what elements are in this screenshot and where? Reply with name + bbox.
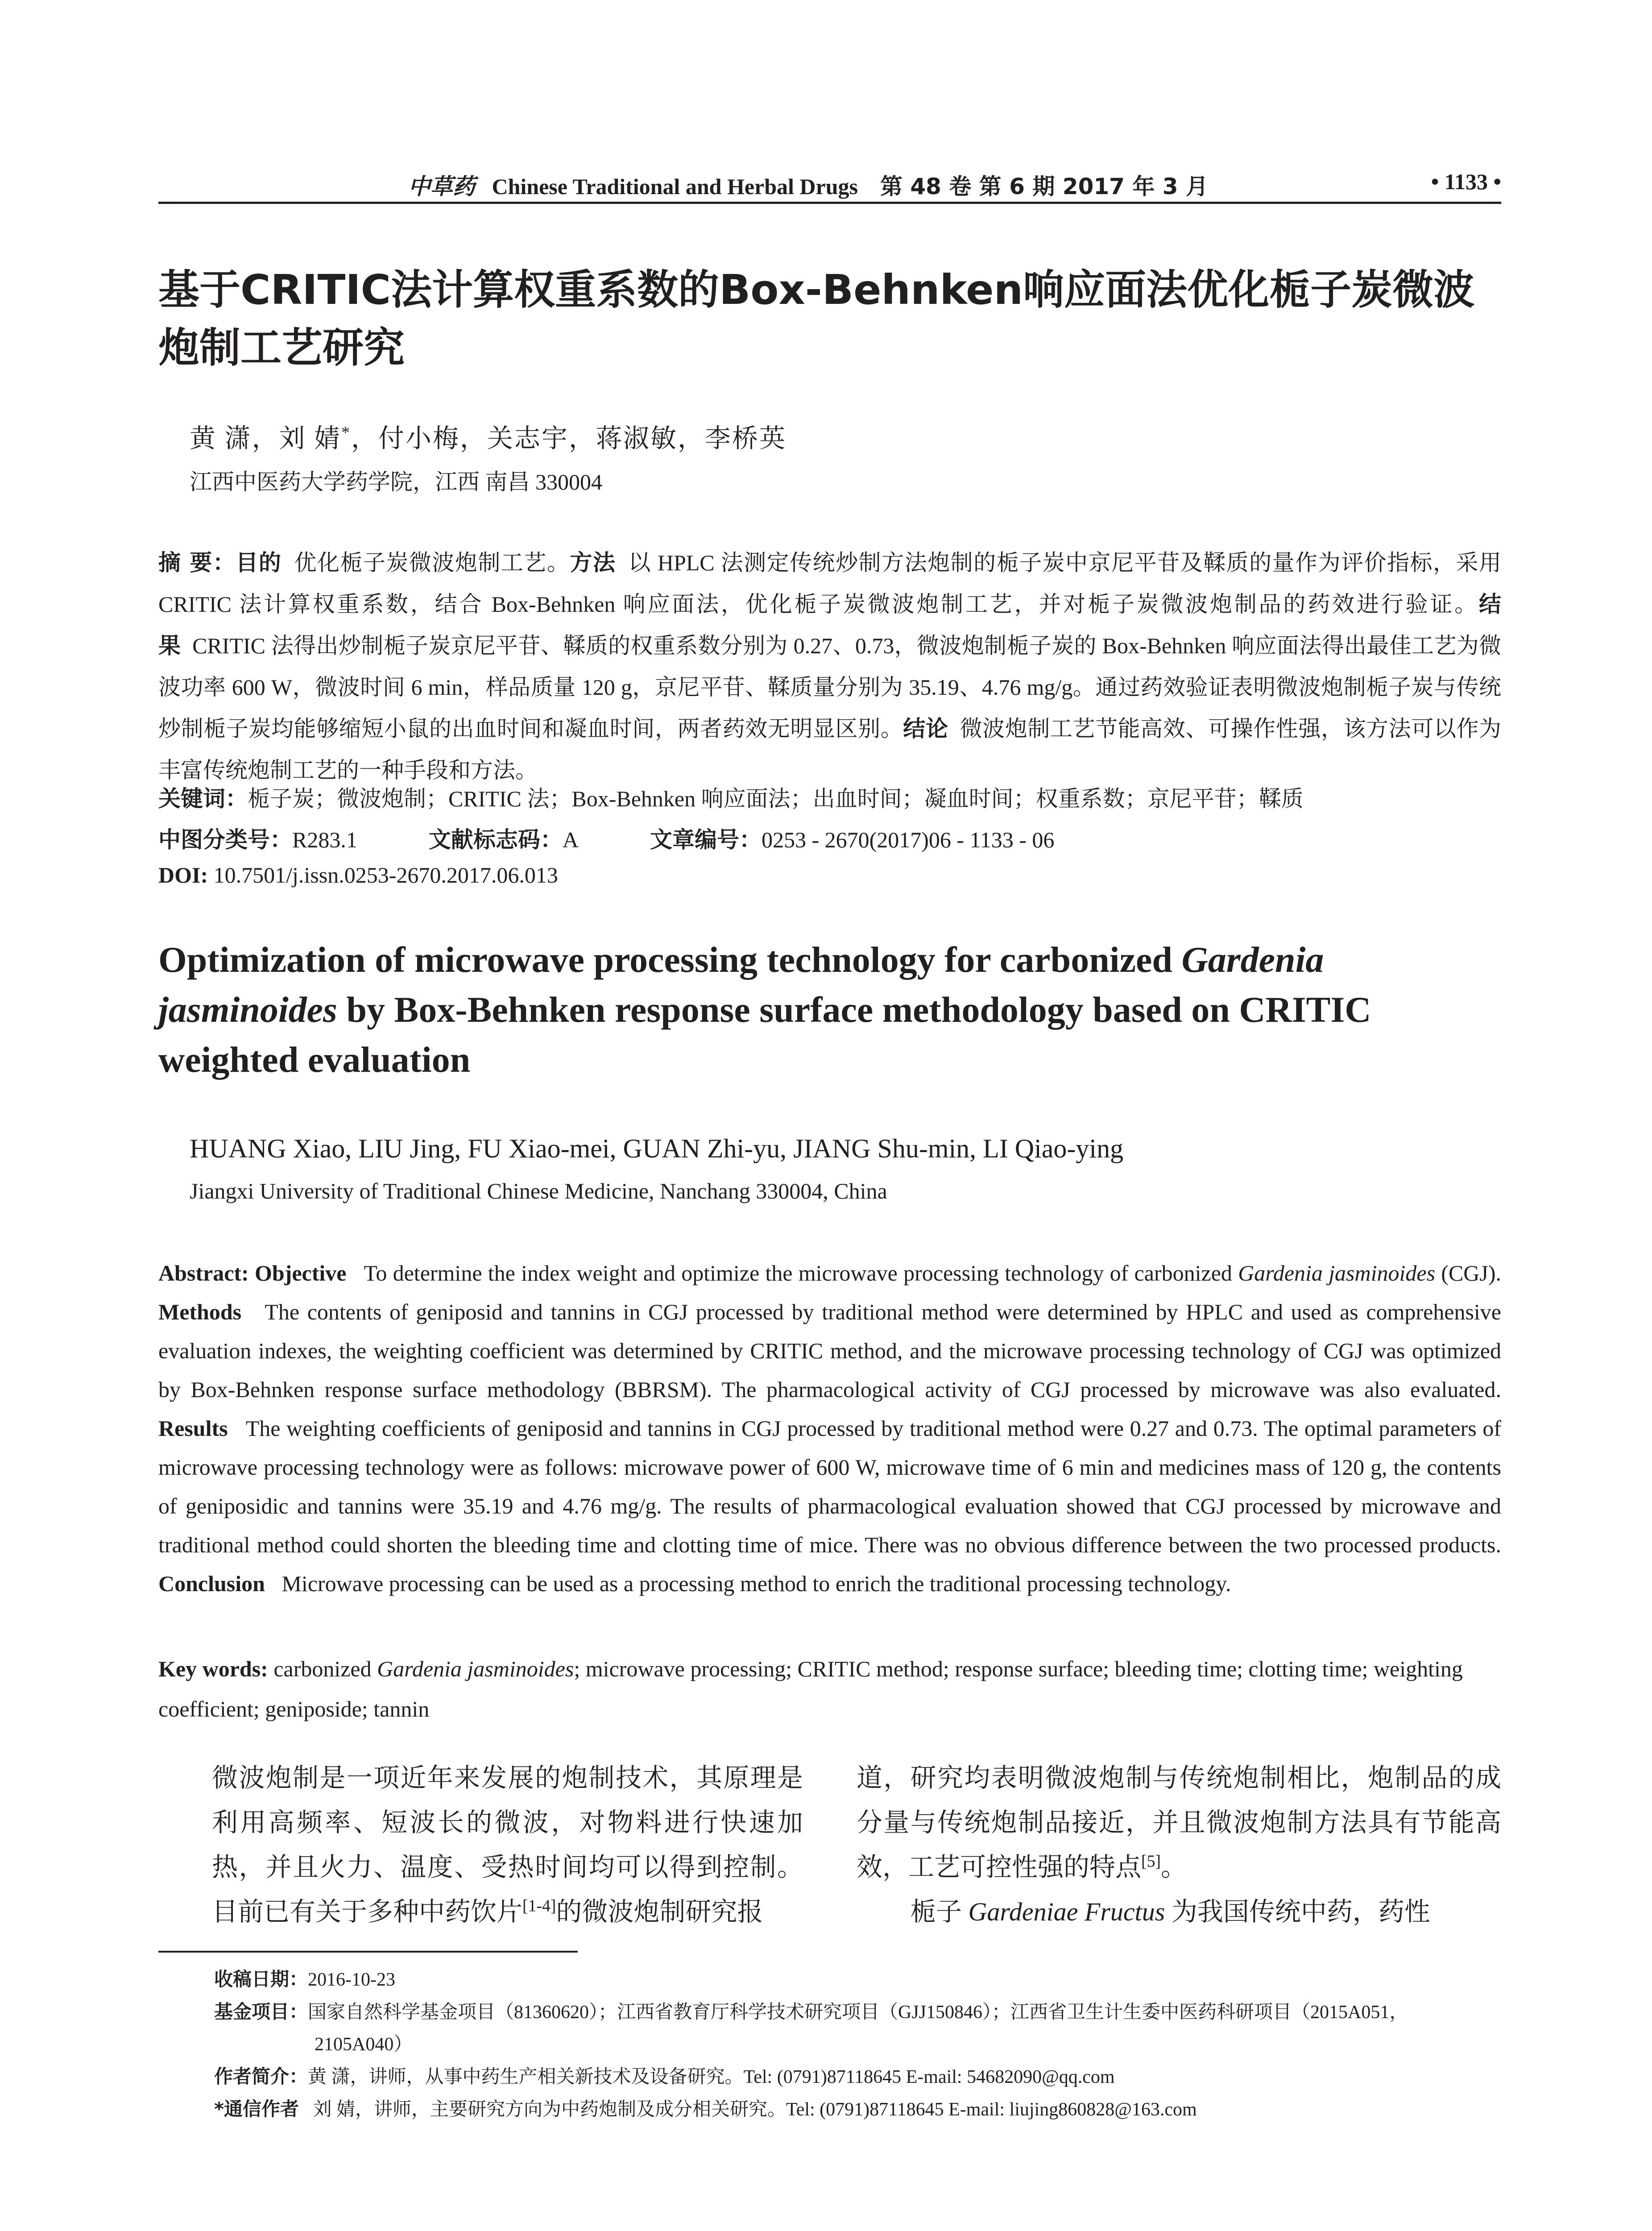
en-title-part1: Optimization of microwave processing technology for carbonized [158, 939, 1182, 980]
en-results-label: Results [158, 1416, 228, 1441]
en-keywords-b: ; microwave processing; CRITIC method; response surface; bleeding time; clotting time; weighting coefficient; geniposide; tannin [158, 1656, 1463, 1721]
methods-label: 方法 [570, 550, 616, 576]
chinese-abstract [158, 542, 1501, 791]
received-label: 收稿日期： [214, 1968, 308, 1990]
journal-name-cn: 中草药 [408, 173, 475, 199]
chinese-title: 基于CRITIC法计算权重系数的Box-Behnken响应面法优化栀子炭微波炮制工艺研究 [158, 266, 1475, 372]
english-authors: HUANG Xiao, LIU Jing, FU Xiao-mei, GUAN Zhi-yu, JIANG Shu-min, LI Qiao-ying [190, 1134, 1124, 1163]
clc-value: R283.1 [292, 827, 357, 852]
right-p2-b: 为我国传统中药，药性 [1165, 1897, 1430, 1926]
english-keywords [158, 1649, 1501, 1729]
fund-value-1: 国家自然科学基金项目（81360620）；江西省教育厅科学技术研究项目（GJJ150846）；江西省卫生计生委中医药科研项目（2015A051， [308, 2002, 1408, 2023]
conclusion-text: 微波炮制工艺节能高效、可操作性强，该方法可以作为丰富传统炮制工艺的一种手段和方法。 [158, 716, 1502, 783]
classification-line [158, 822, 1054, 854]
doi-line [158, 862, 558, 888]
body-paragraph [158, 1756, 803, 1934]
page-number: • 1133 • [1431, 169, 1501, 194]
doc-code-value: A [562, 827, 579, 852]
chinese-affiliation: 江西中医药大学药学院，江西 南昌 330004 [190, 469, 602, 494]
abstract-label: 摘 要： [158, 550, 236, 576]
left-text-b: 的微波炮制研究报 [556, 1897, 763, 1926]
body-column-right [857, 1756, 1501, 1934]
conclusion-label: 结论 [903, 716, 948, 742]
clc-label: 中图分类号： [158, 827, 292, 853]
author-value: 黄 潇，讲师，从事中药生产相关新技术及设备研究。Tel: (0791)87118645 E-mail: 54682090@qq.com [308, 2067, 1115, 2087]
en-methods-label: Methods [158, 1299, 242, 1324]
right-text-a: 道，研究均表明微波炮制与传统炮制相比，炮制品的成分量与传统炮制品接近，并且微波炮制方法具有节能高效，工艺可控性强的特点 [857, 1763, 1501, 1882]
running-header [158, 169, 1501, 200]
article-no-label: 文章编号： [650, 827, 762, 853]
chinese-keywords [158, 781, 1304, 813]
en-results-text: The weighting coefficients of geniposid and tannins in CGJ processed by traditional method were 0.27 and 0.73. The optimal parameters of microwave processing technology were as follows: microwave power of 600 W, microwave time of 6 min and medicines mass of 120 g, the contents of geniposidic and tannins were 35.19 and 4.76 mg/g. The results of pharmacological evaluation showed that CGJ processed by microwave and traditional method could shorten the bleeding time and clotting time of mice. There was no obvious difference between the two processed products. [158, 1416, 1501, 1557]
citation-ref: [5] [1141, 1852, 1161, 1871]
footnote-fund-continued: 2105A040） [315, 2034, 413, 2055]
corresponding-value: 刘 婧，讲师，主要研究方向为中药炮制及成分相关研究。Tel: (0791)87118645 E-mail: liujing860828@163.com [313, 2099, 1197, 2120]
doi-value: 10.7501/j.issn.0253-2670.2017.06.013 [213, 863, 558, 887]
english-title [158, 935, 1501, 1085]
right-text-b: 。 [1160, 1853, 1187, 1882]
footnote-rule [158, 1951, 578, 1953]
en-title-species: Gardenia jasminoides [158, 939, 1324, 1030]
right-p2-species: Gardeniae Fructus [968, 1897, 1165, 1926]
keywords-label: 关键词： [158, 786, 248, 812]
header-rule [158, 202, 1501, 204]
en-keywords-a: carbonized [273, 1656, 377, 1681]
objective-label: 目的 [236, 550, 282, 576]
methods-text: 以 HPLC 法测定传统炒制方法炮制的栀子炭中京尼平苷及鞣质的量作为评价指标，采用 CRITIC 法计算权重系数，结合 Box-Behnken 响应面法，优化栀子炭微波炮制工艺，并对栀子炭微波炮制品的药效进行验证。 [158, 550, 1502, 617]
en-methods-text: The contents of geniposid and tannins in CGJ processed by traditional method were determined by HPLC and used as comprehensive evaluation indexes, the weighting coefficient was determined by CRITIC method, and the microwave processing technology of CGJ was optimized by Box-Behnken response surface methodology (BBRSM). The pharmacological activity of CGJ processed by microwave was also evaluated. [158, 1299, 1501, 1402]
left-text-a: 微波炮制是一项近年来发展的炮制技术，其原理是利用高频率、短波长的微波，对物料进行快速加热，并且火力、温度、受热时间均可以得到控制。目前已有关于多种中药饮片 [212, 1763, 803, 1926]
results-label: 结果 [158, 591, 1501, 659]
doi-label: DOI: [158, 863, 208, 887]
citation-ref: [1-4] [522, 1896, 556, 1916]
body-paragraph [857, 1890, 1501, 1934]
en-conclusion-label: Conclusion [158, 1571, 265, 1596]
footnote-received [214, 1963, 1499, 1996]
en-title-part2: by Box-Behnken response surface methodology based on CRITIC weighted evaluation [158, 989, 1371, 1080]
en-objective-species: Gardenia jasminoides [1238, 1261, 1436, 1286]
body-column-left [158, 1756, 803, 1934]
chinese-authors [190, 417, 787, 455]
en-objective-text-b: (CGJ). [1435, 1261, 1502, 1286]
corresponding-mark: * [341, 423, 351, 442]
results-text: CRITIC 法得出炒制栀子炭京尼平苷、鞣质的权重系数分别为 0.27、0.73，微波炮制栀子炭的 Box-Behnken 响应面法得出最佳工艺为微波功率 600 W，微波时间 6 min，样品质量 120 g，京尼平苷、鞣质量分别为 35.19、4.76 mg/g。通过药效验证表明微波炮制栀子炭与传统炒制栀子炭均能够缩短小鼠的出血时间和凝血时间，两者药效无明显区别。 [158, 633, 1502, 741]
en-keywords-label: Key words: [158, 1656, 268, 1681]
journal-name-en: Chinese Traditional and Herbal Drugs [492, 174, 858, 199]
footnote-corresponding [214, 2093, 1499, 2126]
author-label: 作者简介： [214, 2065, 308, 2087]
article-no-value: 0253 - 2670(2017)06 - 1133 - 06 [761, 827, 1055, 852]
en-abstract-label: Abstract: [158, 1261, 249, 1286]
en-conclusion-text: Microwave processing can be used as a processing method to enrich the traditional processing technology. [282, 1571, 1231, 1596]
body-paragraph [857, 1756, 1501, 1890]
objective-text: 优化栀子炭微波炮制工艺。 [294, 550, 570, 575]
doc-code-label: 文献标志码： [428, 827, 563, 853]
footnote-fund [214, 1996, 1499, 2028]
authors-rest: ，付小梅，关志宇，蒋淑敏，李桥英 [351, 424, 787, 453]
issue-info: 第 48 卷 第 6 期 2017 年 3 月 [880, 174, 1208, 199]
journal-info [408, 169, 1208, 201]
fund-label: 基金项目： [214, 2001, 308, 2023]
en-objective-text-a: To determine the index weight and optimize the microwave processing technology of carbonized [364, 1261, 1238, 1286]
english-abstract [158, 1254, 1501, 1603]
authors-first: 黄 潇，刘 婧 [190, 424, 342, 453]
keywords-text: 栀子炭；微波炮制；CRITIC 法；Box-Behnken 响应面法；出血时间；凝血时间；权重系数；京尼平苷；鞣质 [248, 786, 1304, 811]
footnotes [214, 1963, 1499, 2126]
en-objective-label: Objective [254, 1261, 347, 1286]
received-value: 2016-10-23 [308, 1970, 395, 1990]
corresponding-label: *通信作者 [214, 2098, 299, 2120]
en-keywords-species: Gardenia jasminoides [377, 1656, 574, 1681]
footnote-author [214, 2061, 1499, 2093]
english-affiliation: Jiangxi University of Traditional Chinese Medicine, Nanchang 330004, China [190, 1178, 887, 1203]
right-p2-a: 栀子 [910, 1897, 969, 1926]
